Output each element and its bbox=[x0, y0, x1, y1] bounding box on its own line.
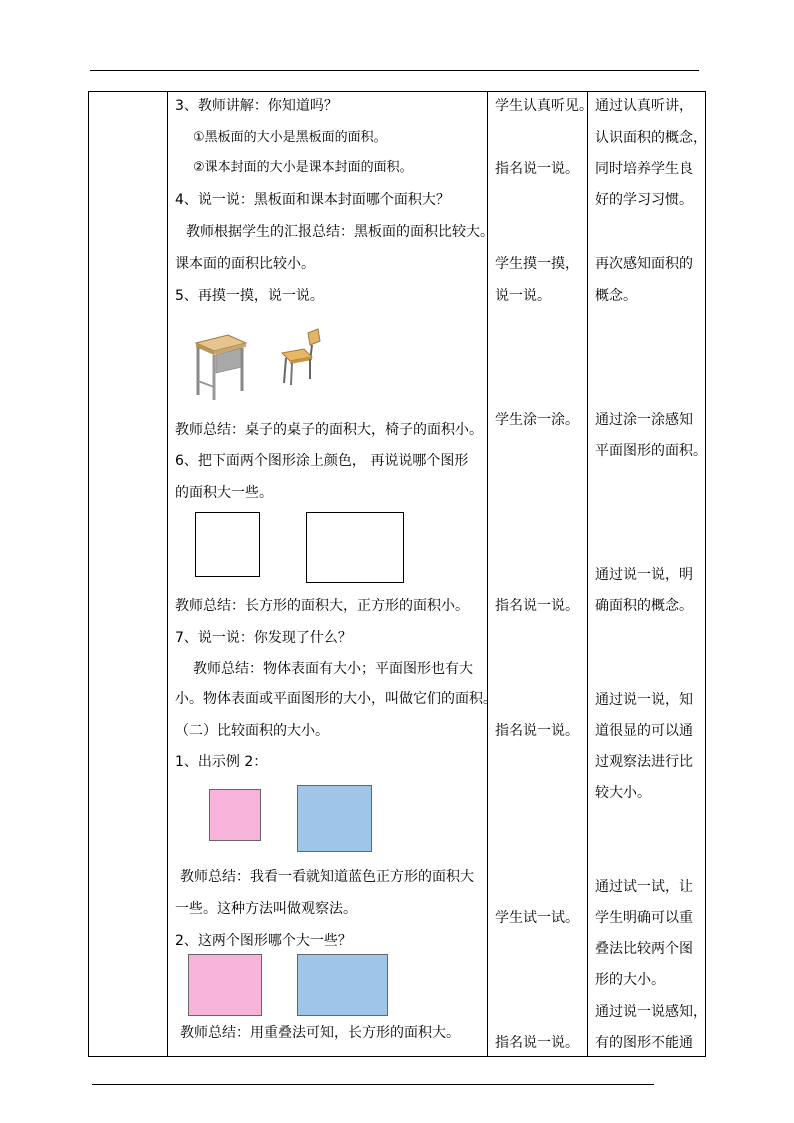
content-line: 4、说一说：黑板面和课本封面哪个面积大？ bbox=[175, 192, 450, 208]
student-line: 学生试一试。 bbox=[495, 910, 579, 926]
content-line: 教师总结：桌子的桌子的面积大，椅子的面积小。 bbox=[175, 422, 483, 438]
purpose-line: 通过说一说感知， bbox=[595, 1004, 707, 1020]
header-rule bbox=[90, 70, 699, 71]
content-line: 1、出示例 2： bbox=[175, 754, 268, 770]
purpose-line: 有的图形不能通 bbox=[595, 1035, 693, 1051]
content-line: 的面积大一些。 bbox=[175, 485, 273, 501]
content-line: 7、说一说：你发现了什么？ bbox=[175, 630, 352, 646]
student-line: 指名说一说。 bbox=[495, 1035, 579, 1051]
content-line: 教师总结：物体表面有大小；平面图形也有大 bbox=[193, 661, 473, 677]
content-line: 2、这两个图形哪个大一些？ bbox=[175, 933, 352, 949]
purpose-line: 较大小。 bbox=[595, 785, 651, 801]
student-line: 学生摸一摸， bbox=[495, 256, 579, 272]
column-divider-1 bbox=[167, 91, 168, 1057]
purpose-line: 学生明确可以重 bbox=[595, 910, 693, 926]
content-line: ①黑板面的大小是黑板面的面积。 bbox=[193, 130, 387, 145]
blue-rectangle bbox=[297, 954, 388, 1016]
content-line: 教师根据学生的汇报总结：黑板面的面积比较大。 bbox=[186, 224, 494, 240]
student-line: 指名说一说。 bbox=[495, 598, 579, 614]
student-line: 指名说一说。 bbox=[495, 723, 579, 739]
purpose-line: 通过试一试，让 bbox=[595, 879, 693, 895]
purpose-line: 平面图形的面积。 bbox=[595, 443, 707, 459]
content-line: （二）比较面积的大小。 bbox=[175, 723, 329, 739]
purpose-line: 认识面积的概念， bbox=[595, 130, 707, 146]
content-line: 一些。这种方法叫做观察法。 bbox=[175, 901, 357, 917]
column-divider-3 bbox=[587, 91, 588, 1057]
purpose-line: 通过认真听讲， bbox=[595, 98, 693, 114]
desk-image bbox=[192, 333, 248, 401]
student-line: 说一说。 bbox=[495, 288, 551, 304]
purpose-line: 通过说一说，知 bbox=[595, 692, 693, 708]
rectangle-outline bbox=[306, 512, 404, 583]
pink-square bbox=[209, 789, 261, 841]
pink-rectangle bbox=[188, 954, 262, 1016]
purpose-line: 通过涂一涂感知 bbox=[595, 412, 693, 428]
student-line: 学生认真听见。 bbox=[495, 98, 593, 114]
footer-rule bbox=[92, 1084, 654, 1085]
content-line: 6、把下面两个图形涂上颜色， 再说说哪个图形 bbox=[175, 453, 469, 469]
student-line: 指名说一说。 bbox=[495, 161, 579, 177]
purpose-line: 概念。 bbox=[595, 288, 637, 304]
purpose-line: 确面积的概念。 bbox=[595, 598, 693, 614]
content-line: 教师总结：用重叠法可知，长方形的面积大。 bbox=[180, 1025, 460, 1041]
content-line: 3、教师讲解：你知道吗？ bbox=[175, 98, 338, 114]
purpose-line: 形的大小。 bbox=[595, 972, 665, 988]
purpose-line: 过观察法进行比 bbox=[595, 754, 693, 770]
student-line: 学生涂一涂。 bbox=[495, 412, 579, 428]
blue-square bbox=[297, 785, 372, 852]
purpose-line: 好的学习习惯。 bbox=[595, 192, 693, 208]
purpose-line: 道很显的可以通 bbox=[595, 723, 693, 739]
content-line: ②课本封面的大小是课本封面的面积。 bbox=[193, 160, 413, 175]
content-line: 课本面的面积比较小。 bbox=[175, 256, 315, 272]
purpose-line: 同时培养学生良 bbox=[595, 161, 693, 177]
purpose-line: 通过说一说，明 bbox=[595, 567, 693, 583]
purpose-line: 再次感知面积的 bbox=[595, 256, 693, 272]
content-line: 教师总结：长方形的面积大，正方形的面积小。 bbox=[175, 598, 469, 614]
chair-image bbox=[276, 327, 324, 385]
content-line: 小。物体表面或平面图形的大小，叫做它们的面积。 bbox=[175, 691, 497, 707]
square-outline bbox=[195, 512, 260, 577]
content-line: 5、再摸一摸，说一说。 bbox=[175, 288, 324, 304]
content-line: 教师总结：我看一看就知道蓝色正方形的面积大 bbox=[180, 869, 474, 885]
purpose-line: 叠法比较两个图 bbox=[595, 941, 693, 957]
